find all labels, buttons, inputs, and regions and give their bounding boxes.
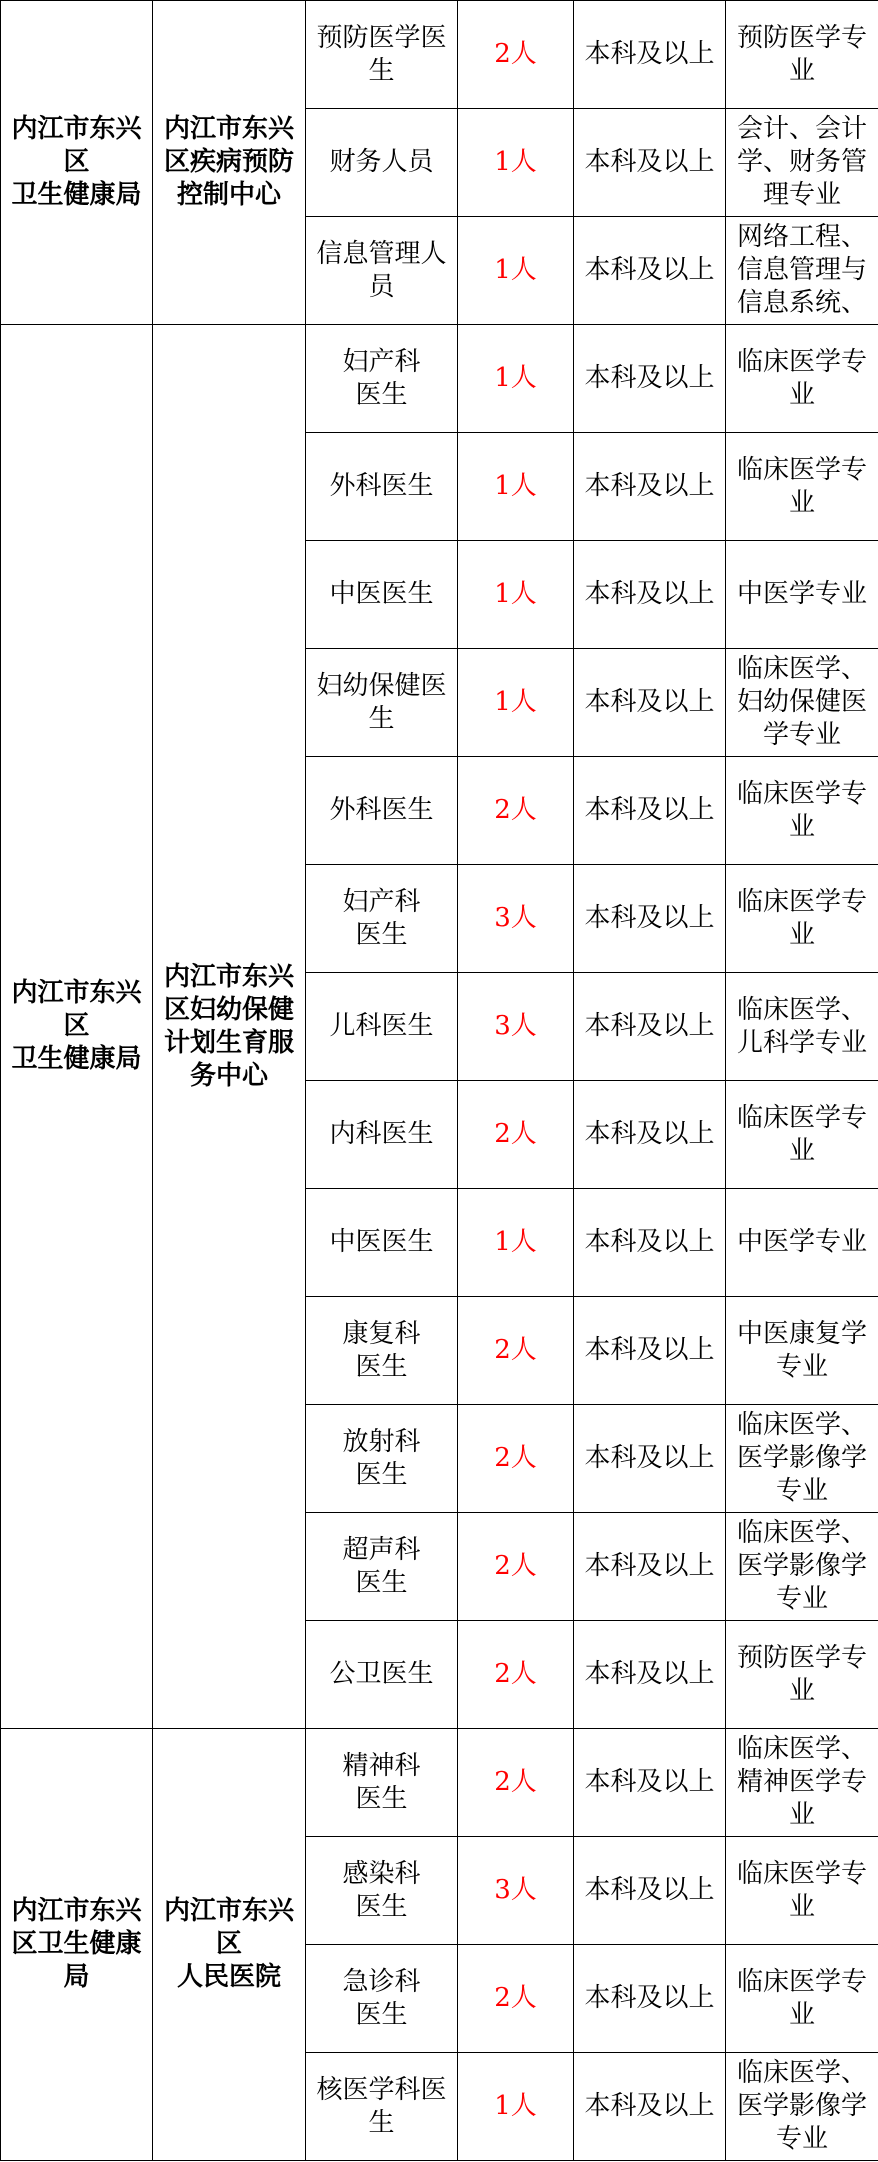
education-cell: 本科及以上 bbox=[574, 325, 726, 433]
count-cell: 1人 bbox=[458, 541, 574, 649]
position-cell: 中医医生 bbox=[306, 541, 458, 649]
position-cell: 超声科 医生 bbox=[306, 1513, 458, 1621]
count-cell: 3人 bbox=[458, 865, 574, 973]
position-cell: 中医医生 bbox=[306, 1189, 458, 1297]
count-cell: 1人 bbox=[458, 1189, 574, 1297]
position-cell: 放射科 医生 bbox=[306, 1405, 458, 1513]
education-cell: 本科及以上 bbox=[574, 1405, 726, 1513]
position-cell: 外科医生 bbox=[306, 433, 458, 541]
count-cell: 3人 bbox=[458, 1837, 574, 1945]
position-cell: 信息管理人员 bbox=[306, 217, 458, 325]
position-cell: 预防医学医生 bbox=[306, 1, 458, 109]
education-cell: 本科及以上 bbox=[574, 1837, 726, 1945]
education-cell: 本科及以上 bbox=[574, 217, 726, 325]
count-cell: 2人 bbox=[458, 1297, 574, 1405]
education-cell: 本科及以上 bbox=[574, 865, 726, 973]
position-cell: 儿科医生 bbox=[306, 973, 458, 1081]
major-cell: 中医学专业 bbox=[726, 541, 878, 649]
count-cell: 2人 bbox=[458, 1621, 574, 1729]
major-cell: 临床医学、医学影像学专业 bbox=[726, 1405, 878, 1513]
education-cell: 本科及以上 bbox=[574, 1, 726, 109]
unit-cell: 内江市东兴区妇幼保健计划生育服务中心 bbox=[153, 325, 306, 1729]
count-cell: 1人 bbox=[458, 2053, 574, 2161]
position-cell: 财务人员 bbox=[306, 109, 458, 217]
major-cell: 网络工程、信息管理与信息系统、 bbox=[726, 217, 878, 325]
count-cell: 2人 bbox=[458, 1405, 574, 1513]
position-cell: 内科医生 bbox=[306, 1081, 458, 1189]
position-cell: 妇产科 医生 bbox=[306, 865, 458, 973]
education-cell: 本科及以上 bbox=[574, 1513, 726, 1621]
count-cell: 1人 bbox=[458, 433, 574, 541]
count-cell: 1人 bbox=[458, 325, 574, 433]
education-cell: 本科及以上 bbox=[574, 1621, 726, 1729]
education-cell: 本科及以上 bbox=[574, 649, 726, 757]
position-cell: 妇幼保健医生 bbox=[306, 649, 458, 757]
education-cell: 本科及以上 bbox=[574, 973, 726, 1081]
count-cell: 2人 bbox=[458, 757, 574, 865]
major-cell: 中医康复学专业 bbox=[726, 1297, 878, 1405]
education-cell: 本科及以上 bbox=[574, 2053, 726, 2161]
major-cell: 临床医学、医学影像学专业 bbox=[726, 1513, 878, 1621]
position-cell: 急诊科 医生 bbox=[306, 1945, 458, 2053]
position-cell: 公卫医生 bbox=[306, 1621, 458, 1729]
department-cell: 内江市东兴 区 卫生健康局 bbox=[1, 325, 153, 1729]
count-cell: 2人 bbox=[458, 1, 574, 109]
major-cell: 临床医学、妇幼保健医学专业 bbox=[726, 649, 878, 757]
education-cell: 本科及以上 bbox=[574, 1297, 726, 1405]
table-row bbox=[1, 325, 878, 433]
position-cell: 核医学科医生 bbox=[306, 2053, 458, 2161]
count-cell: 1人 bbox=[458, 217, 574, 325]
major-cell: 临床医学专业 bbox=[726, 1081, 878, 1189]
major-cell: 临床医学专业 bbox=[726, 757, 878, 865]
table-row bbox=[1, 1, 878, 109]
count-cell: 3人 bbox=[458, 973, 574, 1081]
major-cell: 临床医学专业 bbox=[726, 433, 878, 541]
position-cell: 妇产科 医生 bbox=[306, 325, 458, 433]
count-cell: 2人 bbox=[458, 1513, 574, 1621]
position-cell: 康复科 医生 bbox=[306, 1297, 458, 1405]
position-cell: 外科医生 bbox=[306, 757, 458, 865]
education-cell: 本科及以上 bbox=[574, 1945, 726, 2053]
major-cell: 临床医学专业 bbox=[726, 865, 878, 973]
major-cell: 临床医学、精神医学专业 bbox=[726, 1729, 878, 1837]
major-cell: 中医学专业 bbox=[726, 1189, 878, 1297]
position-cell: 感染科 医生 bbox=[306, 1837, 458, 1945]
department-cell: 内江市东兴 区 卫生健康局 bbox=[1, 1, 153, 325]
education-cell: 本科及以上 bbox=[574, 433, 726, 541]
major-cell: 预防医学专业 bbox=[726, 1621, 878, 1729]
major-cell: 临床医学、儿科学专业 bbox=[726, 973, 878, 1081]
count-cell: 1人 bbox=[458, 649, 574, 757]
major-cell: 会计、会计学、财务管理专业 bbox=[726, 109, 878, 217]
education-cell: 本科及以上 bbox=[574, 757, 726, 865]
department-cell: 内江市东兴区卫生健康局 bbox=[1, 1729, 153, 2161]
count-cell: 2人 bbox=[458, 1081, 574, 1189]
count-cell: 2人 bbox=[458, 1945, 574, 2053]
education-cell: 本科及以上 bbox=[574, 541, 726, 649]
major-cell: 临床医学专业 bbox=[726, 325, 878, 433]
major-cell: 预防医学专业 bbox=[726, 1, 878, 109]
unit-cell: 内江市东兴 区 人民医院 bbox=[153, 1729, 306, 2161]
count-cell: 2人 bbox=[458, 1729, 574, 1837]
unit-cell: 内江市东兴区疾病预防控制中心 bbox=[153, 1, 306, 325]
position-cell: 精神科 医生 bbox=[306, 1729, 458, 1837]
education-cell: 本科及以上 bbox=[574, 1081, 726, 1189]
education-cell: 本科及以上 bbox=[574, 1189, 726, 1297]
major-cell: 临床医学、医学影像学专业 bbox=[726, 2053, 878, 2161]
table-row bbox=[1, 1729, 878, 1837]
education-cell: 本科及以上 bbox=[574, 1729, 726, 1837]
education-cell: 本科及以上 bbox=[574, 109, 726, 217]
table-body bbox=[1, 1, 878, 2161]
major-cell: 临床医学专业 bbox=[726, 1837, 878, 1945]
count-cell: 1人 bbox=[458, 109, 574, 217]
major-cell: 临床医学专业 bbox=[726, 1945, 878, 2053]
